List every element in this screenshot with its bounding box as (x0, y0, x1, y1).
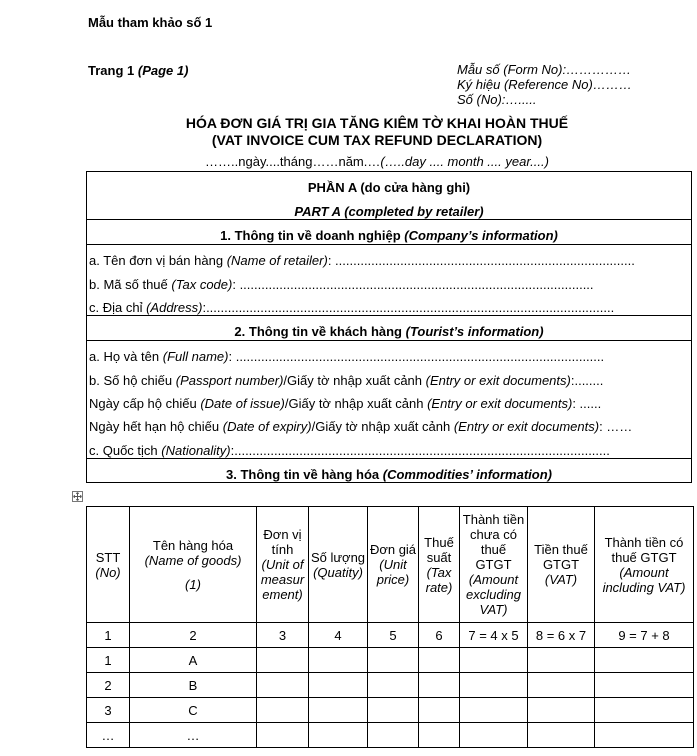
section-2-title-vi: 2. Thông tin về khách hàng (234, 324, 402, 339)
table-cell[interactable] (257, 698, 309, 723)
table-cell[interactable] (528, 698, 595, 723)
header-vi: Thuế suất (424, 534, 454, 565)
field-label-en: (Date of issue) (200, 396, 285, 411)
table-row (87, 723, 694, 748)
header-en: (Name of goods) (144, 552, 242, 568)
table-cell[interactable] (257, 723, 309, 748)
header-no (87, 507, 130, 623)
table-cell[interactable] (419, 648, 460, 673)
section-3-title-en: (Commodities’ information) (382, 467, 552, 482)
column-number: 3 (257, 623, 309, 648)
commodities-table (86, 506, 694, 748)
table-cell[interactable] (419, 698, 460, 723)
table-cell[interactable] (595, 723, 694, 748)
field-label-vi-2: /Giấy tờ nhập xuất cảnh (283, 373, 423, 388)
reference-no: Ký hiệu (Reference No)……… (457, 77, 632, 92)
table-cell[interactable] (309, 648, 368, 673)
column-number: 9 = 7 + 8 (595, 623, 694, 648)
header-vi: Số lượng (310, 549, 366, 565)
column-number: 7 = 4 x 5 (460, 623, 528, 648)
header-vi: Thành tiền chưa có thuế GTGT (462, 512, 525, 572)
header-vat (528, 507, 595, 623)
table-cell[interactable] (309, 723, 368, 748)
section-1-title (87, 228, 691, 243)
date-line (86, 154, 668, 169)
page-label-en: (Page 1) (137, 63, 189, 78)
field-label-vi: Ngày hết hạn hộ chiếu (89, 419, 220, 434)
field-label-en: (Address) (146, 300, 203, 315)
section-3-title (87, 467, 691, 482)
field-fill: :........................................................................................................ (230, 443, 610, 458)
field-fill: : ...... (572, 396, 602, 411)
row-goods-name: B (130, 673, 257, 698)
divider (87, 340, 691, 341)
section-1-title-en: (Company’s information) (404, 228, 558, 243)
row-no: 3 (87, 698, 130, 723)
header-vi: Đơn vị tính (263, 527, 302, 557)
header-vi: STT (95, 549, 121, 565)
column-number: 2 (130, 623, 257, 648)
tax-code-field (89, 277, 594, 292)
section-2-title-en: (Tourist’s information) (405, 324, 544, 339)
field-label-vi: c. Quốc tịch (89, 443, 158, 458)
header-name-of-goods (130, 507, 257, 623)
table-row (87, 648, 694, 673)
field-fill: : .................................................................................................. (232, 277, 594, 292)
field-label-en-2: (Entry or exit documents) (425, 373, 571, 388)
row-goods-name: A (130, 648, 257, 673)
field-fill: : …… (599, 419, 633, 434)
header-quantity (309, 507, 368, 623)
address-field (89, 300, 614, 315)
date-line-vi: ……..ngày....tháng……năm.… (205, 154, 381, 169)
table-cell[interactable] (528, 648, 595, 673)
date-of-expiry-field (89, 419, 632, 434)
row-no: 1 (87, 648, 130, 673)
field-label-en-2: (Entry or exit documents) (427, 396, 573, 411)
field-label-vi: a. Họ và tên (89, 349, 160, 364)
divider (87, 219, 691, 220)
field-label-en: (Nationality) (161, 443, 231, 458)
table-cell[interactable] (368, 673, 419, 698)
field-fill: :................................................................................................................. (202, 300, 615, 315)
table-row (87, 698, 694, 723)
header-vi: Đơn giá (369, 542, 417, 557)
table-cell[interactable] (419, 673, 460, 698)
form-number-block (457, 62, 632, 107)
part-a-title-vi: PHẦN A (do cửa hàng ghi) (307, 180, 471, 195)
part-a-box (86, 171, 692, 483)
table-cell[interactable] (595, 673, 694, 698)
table-cell[interactable] (460, 723, 528, 748)
table-move-handle-icon[interactable] (72, 491, 83, 502)
table-cell[interactable] (257, 648, 309, 673)
header-en: (Amount excluding VAT) (466, 572, 521, 617)
table-cell[interactable] (528, 723, 595, 748)
divider (87, 458, 691, 459)
header-vi: Tiền thuế GTGT (534, 542, 588, 572)
table-cell[interactable] (368, 698, 419, 723)
row-goods-name: C (130, 698, 257, 723)
row-no: 2 (87, 673, 130, 698)
table-cell[interactable] (595, 648, 694, 673)
field-label-vi-2: /Giấy tờ nhập xuất cảnh (311, 419, 451, 434)
field-label-en: (Passport number) (175, 373, 284, 388)
table-cell[interactable] (368, 723, 419, 748)
table-cell[interactable] (460, 698, 528, 723)
table-cell[interactable] (460, 648, 528, 673)
header-vi: Thành tiền có thuế GTGT (604, 534, 684, 565)
table-cell[interactable] (595, 698, 694, 723)
sample-label: Mẫu tham khảo số 1 (88, 15, 213, 30)
header-en: (Tax rate) (425, 564, 453, 595)
table-row (87, 673, 694, 698)
column-number: 5 (368, 623, 419, 648)
header-en: (VAT) (544, 572, 578, 587)
header-vi: Tên hàng hóa (152, 537, 234, 553)
field-label-vi: a. Tên đơn vị bán hàng (89, 253, 224, 268)
table-cell[interactable] (257, 673, 309, 698)
full-name-field (89, 349, 604, 364)
date-line-en: (…..day .... month .... year....) (380, 154, 549, 169)
row-no: … (87, 723, 130, 748)
header-unit-price (368, 507, 419, 623)
title-en: (VAT INVOICE CUM TAX REFUND DECLARATION) (211, 132, 543, 148)
table-cell[interactable] (460, 673, 528, 698)
table-cell[interactable] (309, 698, 368, 723)
header-en: (No) (95, 564, 121, 580)
part-a-title-en: PART A (completed by retailer) (294, 204, 484, 219)
field-label-vi: c. Địa chỉ (89, 300, 143, 315)
field-fill: : ...................................................................................................... (228, 349, 605, 364)
divider (87, 244, 691, 245)
column-number: 1 (87, 623, 130, 648)
section-2-title (87, 324, 691, 339)
column-number-row (87, 623, 694, 648)
title-vi: HÓA ĐƠN GIÁ TRỊ GIA TĂNG KIÊM TỜ KHAI HOÀN THUẾ (185, 115, 569, 131)
table-cell[interactable] (419, 723, 460, 748)
field-label-vi-2: /Giấy tờ nhập xuất cảnh (284, 396, 424, 411)
page-indicator (88, 63, 188, 78)
field-label-vi: b. Mã số thuế (89, 277, 168, 292)
column-number: 8 = 6 x 7 (528, 623, 595, 648)
field-fill: : ................................................................................... (327, 253, 635, 268)
table-cell[interactable] (528, 673, 595, 698)
field-label-en: (Date of expiry) (222, 419, 312, 434)
header-unit (257, 507, 309, 623)
field-label-en: (Name of retailer) (226, 253, 328, 268)
form-no: Mẫu số (Form No):…………… (457, 62, 632, 77)
header-tax-rate (419, 507, 460, 623)
retailer-name-field (89, 253, 635, 268)
table-cell[interactable] (309, 673, 368, 698)
field-label-vi: Ngày cấp hộ chiếu (89, 396, 197, 411)
field-label-en: (Tax code) (171, 277, 233, 292)
header-en: (Unit of measurement) (260, 557, 305, 602)
column-number: 6 (419, 623, 460, 648)
header-extra: (1) (185, 576, 201, 592)
header-amount-including-vat (595, 507, 694, 623)
section-1-title-vi: 1. Thông tin về doanh nghiệp (220, 228, 401, 243)
row-goods-name: … (130, 723, 257, 748)
table-cell[interactable] (368, 648, 419, 673)
header-amount-excluding-vat (460, 507, 528, 623)
divider (87, 315, 691, 316)
field-label-vi: b. Số hộ chiếu (89, 373, 173, 388)
field-fill: :........ (570, 373, 604, 388)
header-en: (Amount including VAT) (602, 564, 686, 595)
table-header-row (87, 507, 694, 623)
page-label-vi: Trang 1 (88, 63, 135, 78)
field-label-en-2: (Entry or exit documents) (453, 419, 600, 434)
section-3-title-vi: 3. Thông tin về hàng hóa (226, 467, 380, 482)
field-label-en: (Full name) (162, 349, 229, 364)
passport-number-field (89, 373, 603, 388)
invoice-number: Số (No):…..... (457, 92, 537, 107)
column-number: 4 (309, 623, 368, 648)
date-of-issue-field (89, 396, 601, 411)
header-en: (Quatity) (313, 564, 363, 580)
header-en: (Unit price) (376, 557, 410, 587)
nationality-field (89, 443, 610, 458)
